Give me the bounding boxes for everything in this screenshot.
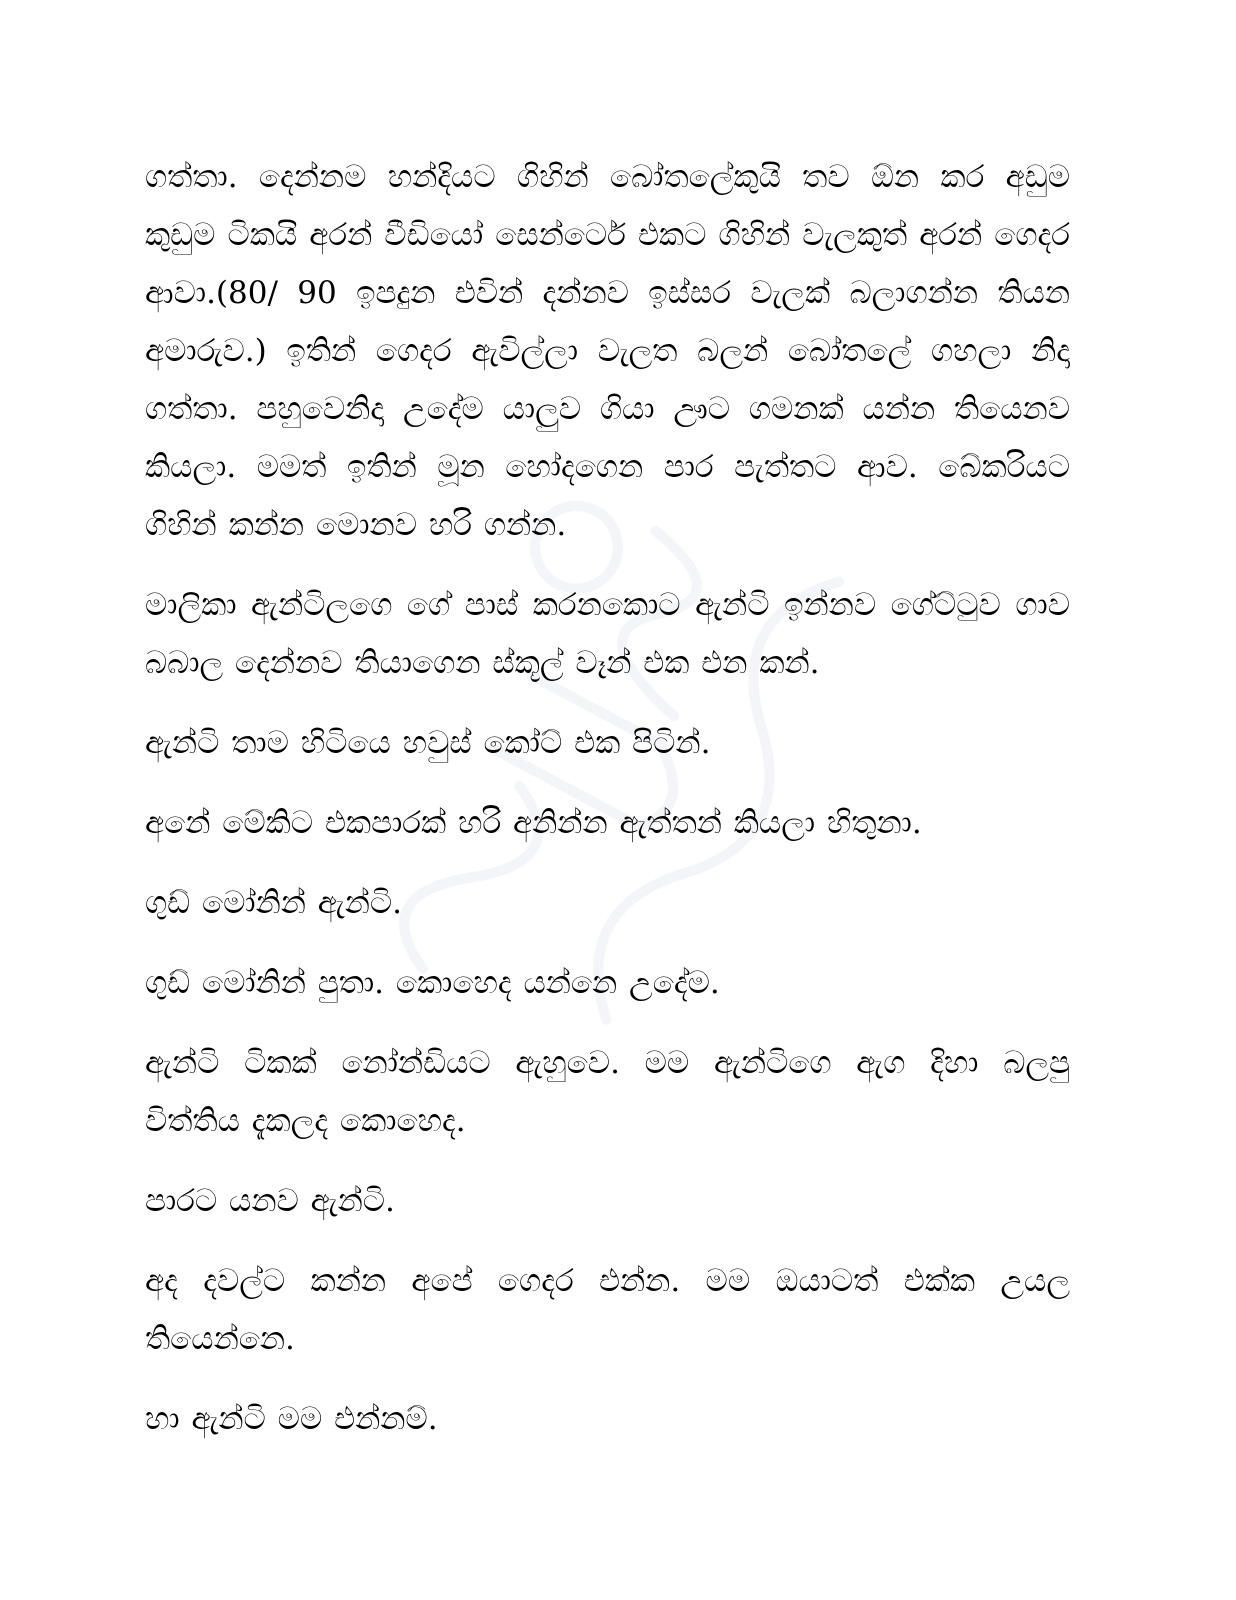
- story-text: [145, 148, 1070, 1470]
- paragraph: හා ඇන්ටි මම එන්නම්.: [145, 1401, 438, 1437]
- paragraph: අනේ මේකිට එකපාරක් හරි අනින්න ඇත්තන් කියලා හිතුනා.: [145, 805, 922, 841]
- paragraph: මාලිකා ඇන්ටිලගෙ ගේ පාස් කරනකොට ඇන්ටි ඉන්නව ගේට්ටුව ගාව බබාල දෙන්නව තියාගෙන ස්කූල් වෑන් එක එන කන්.: [145, 587, 1070, 681]
- paragraph: අද දවල්ට කන්න අපේ ගෙදර එන්න. මම ඔයාටත් එක්ක උයල තියෙන්නෙ.: [145, 1263, 1070, 1357]
- paragraph: ගුඩ් මෝනින් ඇන්ටි.: [145, 885, 403, 921]
- paragraph: ඇන්ටි තාම හිටියෙ හවුස් කෝට් එක පිටින්.: [145, 725, 711, 761]
- paragraph: ගුඩ් මෝනින් පුතා. කොහෙද යන්නෙ උදේම.: [145, 965, 720, 1001]
- paragraph: පාරට යනව ඇන්ටි.: [145, 1183, 395, 1219]
- paragraph: ඇන්ටි ටිකක් නෝන්ඩියට ඇහුවෙ. මම ඇන්ටිගෙ ඇග දිහා බලපු විත්තිය දැකලද කොහෙද.: [145, 1045, 1070, 1139]
- paragraph: ගත්තා. දෙන්නම හන්දියට ගිහින් බෝතලේකුයි තව ඕන කර අඩුම කුඩුම ටිකයි අරන් වීඩියෝ සෙන්ටෙර් එකට ගිහින් වැලකුත් අරන් ගෙදර ආවා.(80/ 90 ඉපදුන එවින් දන්නව ඉස්සර වැලක් බලාගන්න තියන අමාරුව.) ඉතින් ගෙදර ඇවිල්ලා වැලත බලන් බෝතලේ ගහලා නිදා ගත්තා. පහුවෙනිදා උදේම යාලුව ගියා ඌට ගමනක් යන්න තියෙනව කියලා. මමත් ඉතින් මූන හෝදගෙන පාර පැත්තට ආව. බේකරියට ගිහින් කන්න මොනව හරි ගන්න.: [145, 159, 1070, 543]
